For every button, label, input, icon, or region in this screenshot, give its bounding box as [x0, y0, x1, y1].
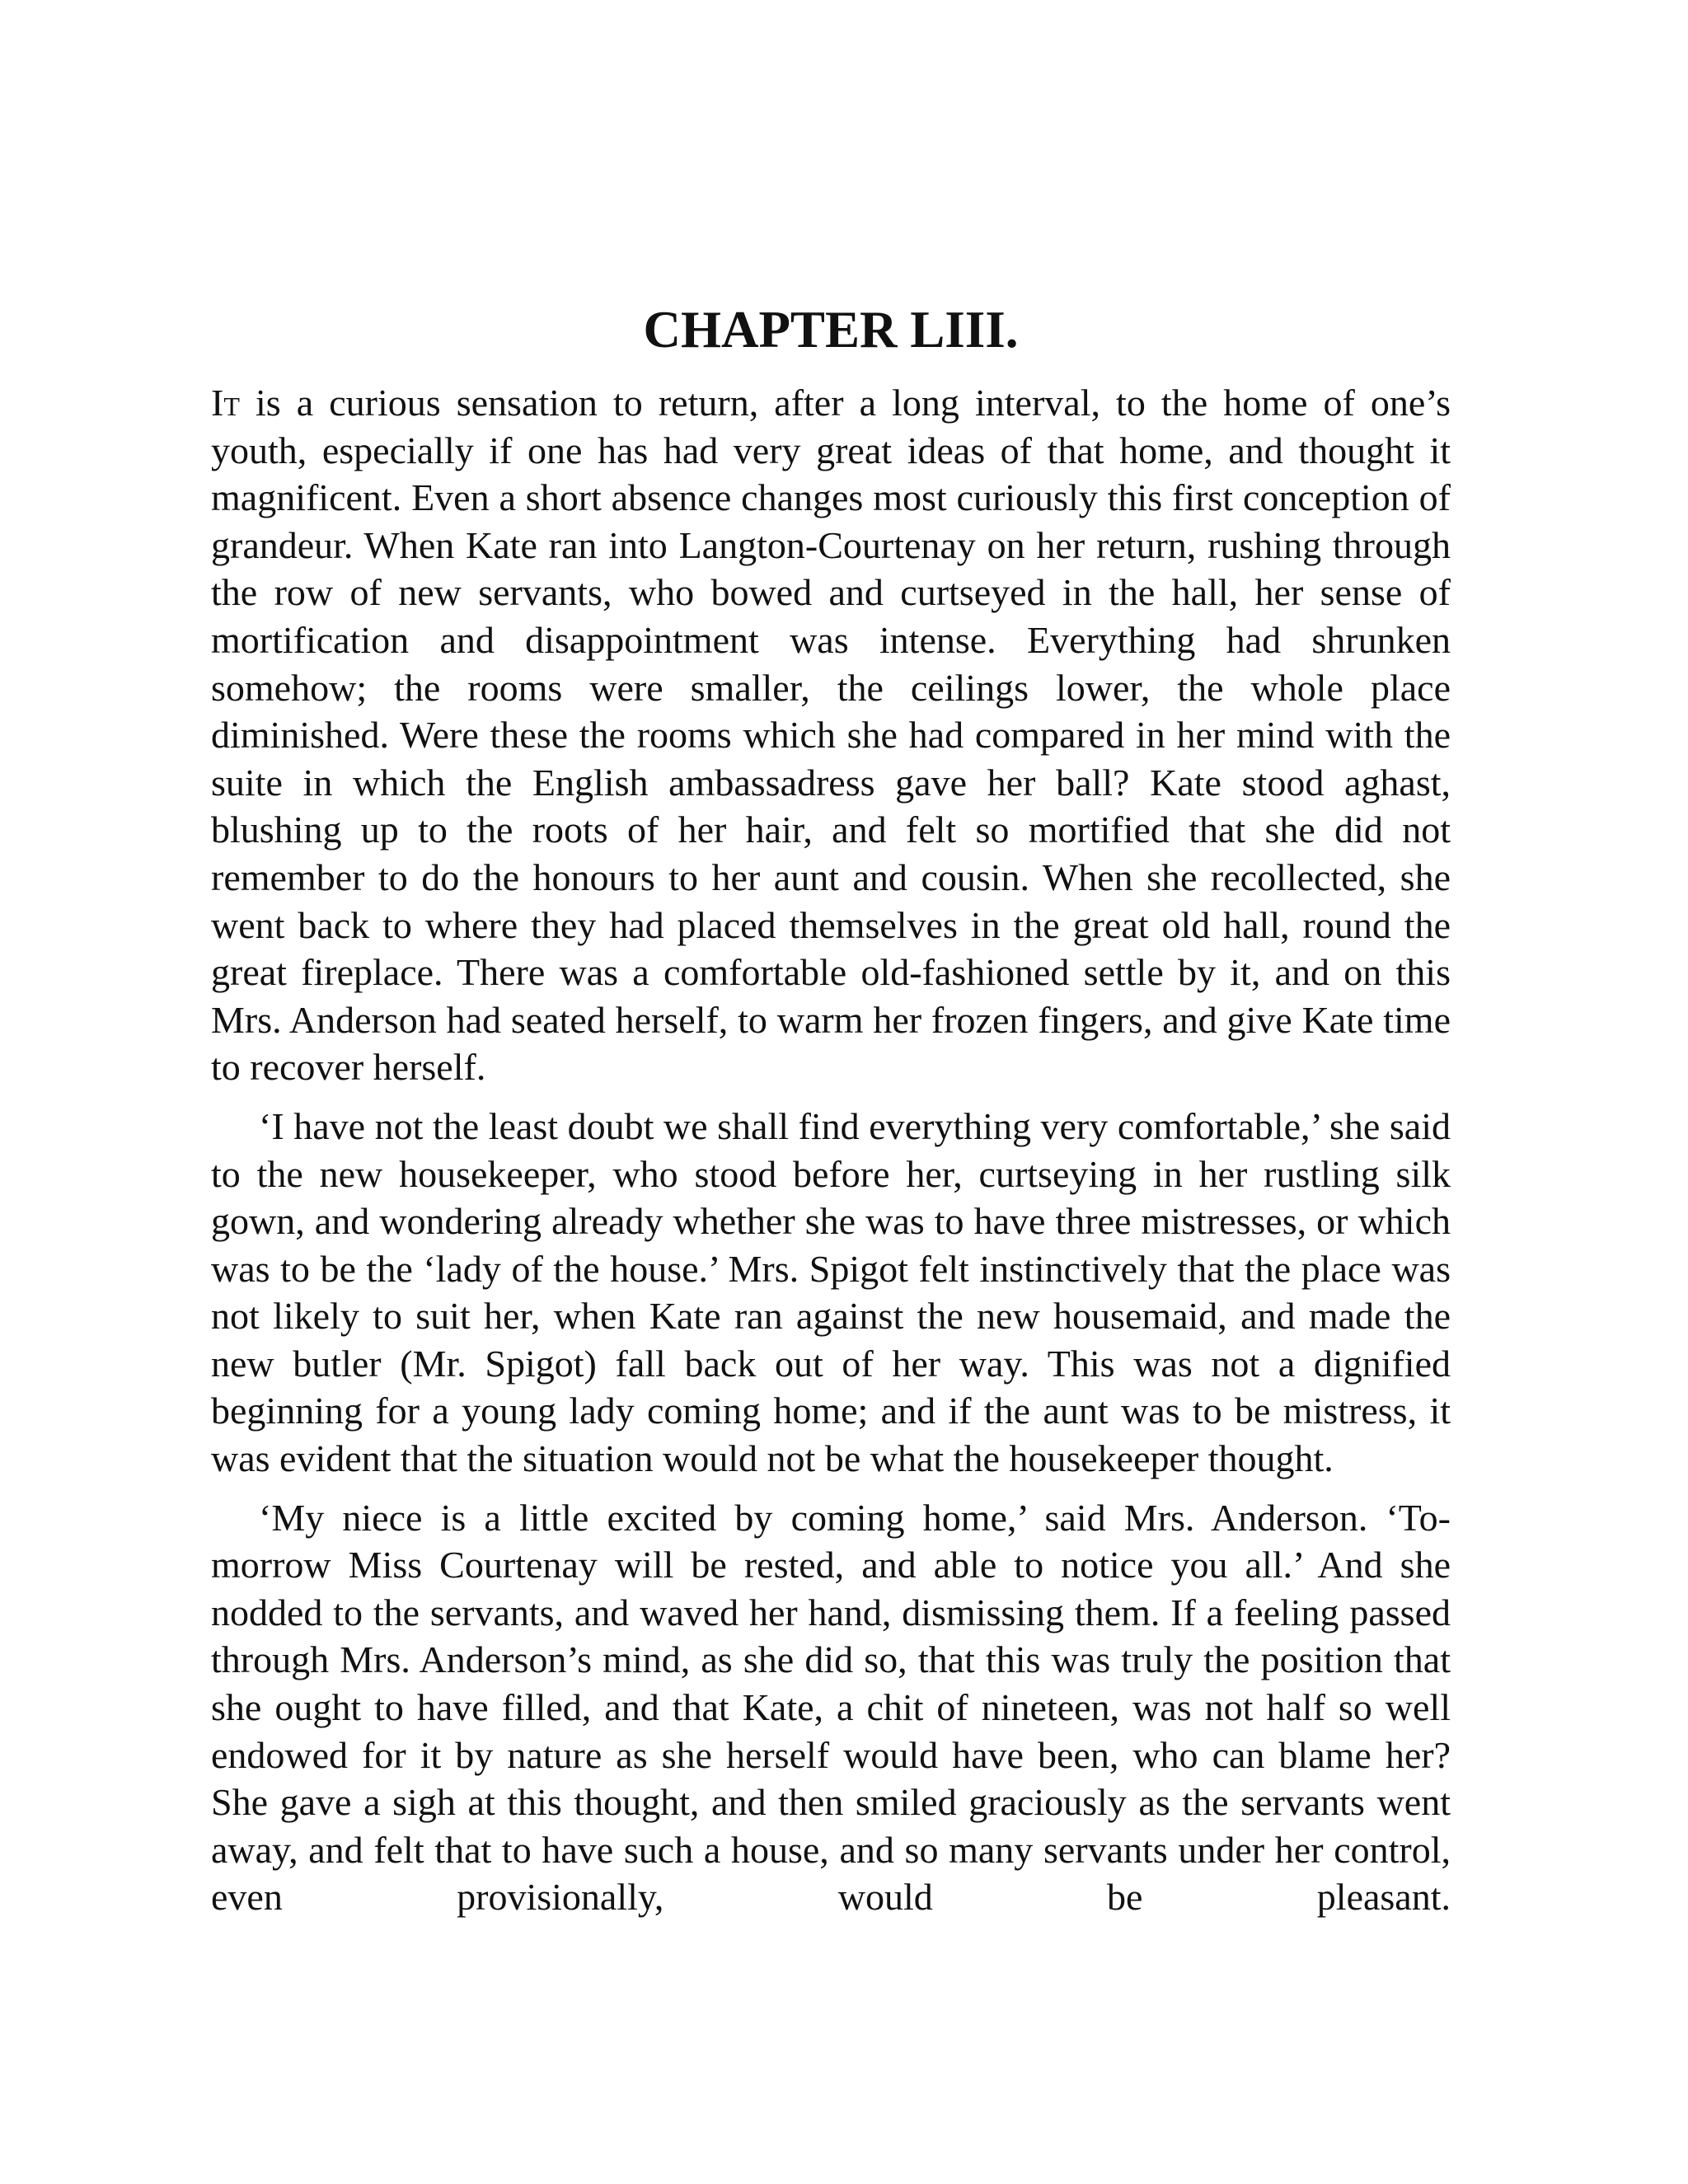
- body-paragraph-1: [211, 379, 1451, 1091]
- book-page: [211, 297, 1451, 1921]
- chapter-title: CHAPTER LIII.: [643, 301, 1019, 359]
- body-paragraph-2: ‘I have not the least doubt we shall find everything very comfortable,’ she said to the new housekeeper, who stood before her, curtseying in her rustling silk gown, and wondering already whether she was to have three mistresses, or which was to be the ‘lady of the house.’ Mrs. Spigot felt instinctively that the place was not likely to suit her, when Kate ran against the new housemaid, and made the new butler (Mr. Spigot) fall back out of her way. This was not a dignified beginning for a young lady coming home; and if the aunt was to be mistress, it was evident that the situation would not be what the housekeeper thought.: [211, 1104, 1451, 1480]
- drop-lead-word: It: [211, 382, 240, 424]
- paragraph-text: is a curious sensation to return, after a long interval, to the home of one’s youth, especially if one has had very great ideas of that home, and thought it magnificent. Even a short absence changes most curiously this first conception of grandeur. When Kate ran into Langton-Courtenay on her return, rushing through the row of new servants, who bowed and curtseyed in the hall, her sense of mortification and disappointment was intense. Everything had shrunken somehow; the rooms were smaller, the ceilings lower, the whole place diminished. Were these the rooms which she had compared in her mind with the suite in which the English ambassadress gave her ball? Kate stood aghast, blushing up to the roots of her hair, and felt so mortified that she did not remember to do the honours to her aunt and cousin. When she recollected, she went back to where they had placed themselves in the great old hall, round the great fireplace. There was a comfortable old-fashioned settle by it, and on this Mrs. Anderson had seated herself, to warm her frozen fingers, and give Kate time to recover herself.: [211, 382, 1451, 1089]
- body-paragraph-3: ‘My niece is a little excited by coming home,’ said Mrs. Anderson. ‘To-morrow Miss Courtenay will be rested, and able to notice you all.’ And she nodded to the servants, and waved her hand, dismissing them. If a feeling passed through Mrs. Anderson’s mind, as she did so, that this was truly the position that she ought to have filled, and that Kate, a chit of nineteen, was not half so well endowed for it by nature as she herself would have been, who can blame her? She gave a sigh at this thought, and then smiled graciously as the servants went away, and felt that to have such a house, and so many servants under her control, even provisionally, would be pleasant.: [211, 1496, 1451, 1919]
